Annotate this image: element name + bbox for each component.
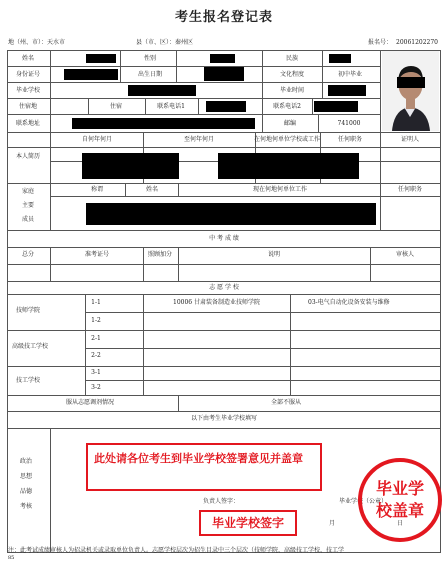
vline — [318, 114, 319, 132]
footer-note: 注：此考试成绩审核人为招录机关或录取单位负责人。志愿学校层次为招生目录中三个层次（技师学院、高级技工学校、技工学 — [8, 547, 345, 554]
family-col-name: 姓名 — [145, 186, 159, 193]
morality-label-1: 政治 — [19, 458, 33, 465]
vline — [370, 247, 371, 281]
scores-col-exam-no: 准考证号 — [84, 251, 110, 258]
vline — [143, 294, 144, 395]
signature-callout — [199, 510, 297, 536]
scores-col-bonus: 照顾加分 — [147, 251, 173, 258]
choice-row: 1-1 — [91, 299, 101, 306]
choice-group-technician: 技师学院 — [15, 307, 41, 314]
vline — [88, 98, 89, 114]
hline — [7, 147, 441, 148]
county-field: 县（市、区）：秦州区 — [136, 39, 194, 46]
redacted-grad-time — [328, 85, 366, 96]
vline — [178, 183, 179, 196]
grad-school-label: 毕业学校 — [15, 87, 41, 94]
hline — [7, 281, 441, 282]
portrait-image — [382, 51, 439, 131]
resume-col-position: 任何职务 — [337, 136, 363, 143]
resume-col-witness: 证明人 — [400, 136, 420, 143]
scores-section-title: 中 考 成 绩 — [209, 235, 239, 242]
choice-group-technical: 技工学校 — [15, 377, 41, 384]
scores-col-note: 说明 — [267, 251, 281, 258]
vline — [50, 247, 51, 281]
vline — [380, 132, 381, 183]
choice-row: 3-1 — [91, 369, 101, 376]
vline — [312, 98, 313, 114]
reg-no-label: 报名号： — [368, 39, 393, 46]
vline — [380, 50, 381, 132]
vline — [125, 183, 126, 196]
hline — [7, 428, 441, 429]
vline — [322, 50, 323, 82]
hline — [7, 66, 380, 67]
table-border-right — [440, 50, 441, 552]
school-fill-section-title: 以下由考生毕业学校填写 — [190, 415, 258, 422]
hline — [7, 230, 441, 231]
choice-row: 2-2 — [91, 352, 101, 359]
instruction-callout — [86, 443, 322, 491]
hline — [7, 395, 441, 396]
hline — [50, 196, 441, 197]
hline — [7, 98, 380, 99]
day-label: 日 — [397, 520, 404, 527]
vline — [178, 395, 179, 411]
vline — [145, 98, 146, 114]
redacted-family — [86, 203, 376, 225]
hline — [85, 380, 441, 381]
vline — [380, 183, 381, 230]
resume-label: 本人简历 — [15, 153, 41, 160]
hline — [85, 348, 441, 349]
education-label: 文化程度 — [279, 71, 305, 78]
school-seal-stamp — [358, 458, 442, 542]
grad-time-label: 毕业时间 — [279, 87, 305, 94]
seal-label: 毕业学校（公章） — [339, 498, 388, 505]
month-label: 月 — [329, 520, 336, 527]
choice-row: 2-1 — [91, 335, 101, 342]
household-value: 住宿 — [109, 103, 123, 110]
hline — [7, 247, 441, 248]
vline — [322, 82, 323, 98]
redacted-phone1 — [206, 101, 246, 112]
vline — [143, 247, 144, 281]
redacted-grad-school — [128, 85, 196, 96]
page-number: 85 — [8, 555, 15, 561]
scores-col-reviewer: 审核人 — [395, 251, 415, 258]
vline — [50, 132, 51, 230]
postcode-label: 邮编 — [283, 120, 297, 127]
phone2-label: 联系电话2 — [273, 103, 301, 110]
address-label: 联系地址 — [15, 120, 41, 127]
morality-label-3: 品德 — [19, 488, 33, 495]
choices-section-title: 志 愿 学 校 — [209, 284, 239, 291]
vline — [50, 428, 51, 552]
adjust-label: 服从志愿调剂情况 — [65, 399, 115, 406]
vline — [290, 294, 291, 395]
education-value: 初中毕业 — [337, 71, 363, 78]
vline — [262, 98, 263, 114]
scores-col-total: 总分 — [21, 251, 35, 258]
redacted-resume-unit — [218, 153, 359, 179]
birth-date-label: 出生日期 — [137, 71, 163, 78]
phone1-label: 联系电话1 — [157, 103, 185, 110]
hline — [7, 264, 441, 265]
redacted-address — [72, 118, 255, 129]
hline — [7, 330, 441, 331]
hline — [7, 366, 441, 367]
vline — [120, 50, 121, 82]
hline — [7, 411, 441, 412]
morality-label-2: 思想 — [19, 473, 33, 480]
choice-row: 1-2 — [91, 317, 101, 324]
hline — [7, 294, 441, 295]
redacted-phone2 — [314, 101, 358, 112]
postcode-value: 741000 — [337, 120, 361, 127]
hline — [7, 82, 380, 83]
redacted-name — [86, 54, 116, 63]
name-label: 姓名 — [21, 55, 35, 62]
hline — [7, 132, 441, 133]
vline — [50, 50, 51, 132]
hline — [7, 50, 441, 51]
gender-label: 性别 — [143, 55, 157, 62]
vline — [262, 50, 263, 98]
reg-no-value: 20061202270 — [396, 39, 438, 46]
choice-group-senior: 高级技工学校 — [11, 343, 49, 350]
ethnicity-label: 民族 — [285, 55, 299, 62]
adjust-value: 全部不服从 — [270, 399, 302, 406]
resume-col-from: 自何年何月 — [81, 136, 113, 143]
responsible-signature-label: 负责人签字： — [203, 498, 240, 505]
family-col-position: 任何职务 — [397, 186, 423, 193]
family-label-3: 成员 — [21, 216, 35, 223]
family-label-2: 主要 — [21, 202, 35, 209]
hline — [7, 183, 441, 184]
household-label: 住宿地 — [18, 103, 38, 110]
redacted-id-card — [64, 69, 118, 80]
family-col-title: 称谓 — [90, 186, 104, 193]
choice-major-1: 03-电气自动化设备安装与维修 — [308, 299, 390, 306]
vline — [176, 50, 177, 82]
redacted-resume — [82, 153, 179, 179]
redacted-birth-date — [204, 67, 244, 81]
hline — [7, 114, 380, 115]
stamp-line-1: 毕业学 — [375, 479, 424, 498]
vline — [262, 114, 263, 132]
resume-col-unit: 在何地何单位学校或工作 — [253, 136, 321, 143]
morality-label-4: 考核 — [19, 503, 33, 510]
vline — [198, 98, 199, 114]
applicant-photo — [382, 51, 439, 131]
table-border-left — [7, 50, 8, 552]
city-field: 地（州、市）：天水市 — [8, 39, 66, 46]
family-label-1: 家庭 — [21, 188, 35, 195]
family-col-unit: 现在何地何单位工作 — [252, 186, 308, 193]
redacted-gender — [210, 54, 235, 63]
choice-school-1: 10006 甘肃装备制造业技师学院 — [173, 299, 260, 306]
instruction-text: 此处请各位考生到毕业学校签署意见并盖章 — [94, 452, 303, 465]
id-card-label: 身份证号 — [15, 71, 41, 78]
vline — [178, 247, 179, 281]
signature-text: 毕业学校签字 — [211, 516, 284, 530]
resume-col-to: 至何年何月 — [183, 136, 215, 143]
hline — [85, 312, 441, 313]
stamp-line-2: 校盖章 — [375, 501, 424, 520]
form-title: 考生报名登记表 — [174, 10, 273, 25]
choice-row: 3-2 — [91, 384, 101, 391]
redacted-ethnicity — [329, 54, 351, 63]
vline — [85, 294, 86, 395]
